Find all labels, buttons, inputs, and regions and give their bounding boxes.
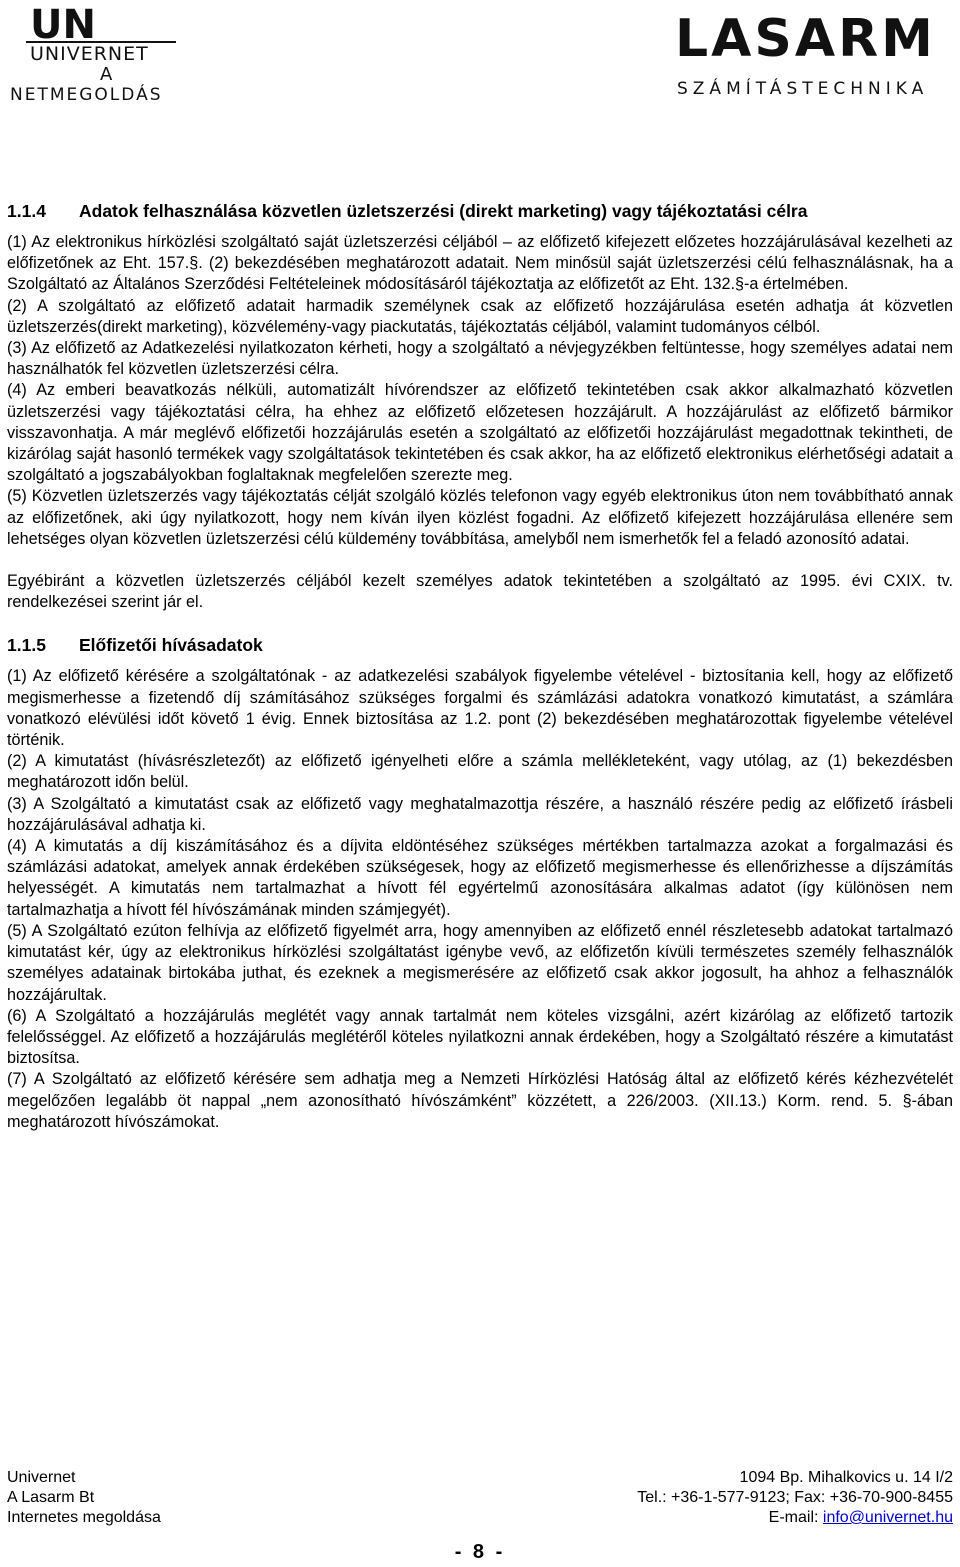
section-title: Előfizetői hívásadatok [79,635,263,656]
paragraph: (7) A Szolgáltató az előfizető kérésére sem adhatja meg a Nemzeti Hírközlési Hatóság által az előfizető kérés kézhezvételét megelőzően legalább öt nappal „nem azonosítható hívószámként” közzétett, a 226/2003. (XII.13.) Korm. rend. 5. §-ában meghatározott hívószámokat. [7,1070,953,1131]
paragraph: (3) Az előfizető az Adatkezelési nyilatkozaton kérheti, hogy a szolgáltató a névjegyzékben feltüntesse, hogy személyes adatai nem használhatók fel közvetlen üzletszerzési célra. [7,339,953,379]
footer-email-label: E-mail: [768,1509,823,1526]
footer-company-desc: Internetes megoldása [7,1509,161,1526]
closing-paragraph: Egyébiránt a közvetlen üzletszerzés céljából kezelt személyes adatok tekintetében a szolgáltató az 1995. évi CXIX. tv. rendelkezései szerint jár el. [7,572,953,612]
logo-un: UN [30,4,96,48]
paragraph: (6) A Szolgáltató a hozzájárulás meglétét vagy annak tartalmát nem köteles vizsgálni, azért kizárólag az előfizető tartozik felelősséggel. Az előfizető a hozzájárulás meglétéről köteles nyilatkozni annak érdekében, hogy a Szolgáltató részére a kimutatást biztosítsa. [7,1006,953,1068]
footer-address: 1094 Bp. Mihalkovics u. 14 I/2 [739,1469,953,1486]
logo-amp: A [100,64,113,85]
footer-company [7,1468,161,1528]
section-number: 1.1.4 [7,201,46,221]
page-number: - 8 - [454,1541,506,1563]
email-link[interactable]: info@univernet.hu [822,1509,953,1526]
paragraph: (4) A kimutatás a díj kiszámításához és a díjvita eldöntéséhez szükséges mértékben tartalmazza azokat a forgalmazási és számlázási adatokat, amelyek annak érdekében szükségesek, hogy az előfizető megismerhesse és ellenőrizhesse a díjszámítás helyességét. A kimutatás nem tartalmazhat a hívott fél egyértelmű azonosítására alkalmas adatot (így különösen nem tartalmazhatja a hívott fél hívószámának minden számjegyét). [7,837,953,919]
section-heading-1-1-4 [7,200,953,222]
paragraph: (1) Az előfizető kérésére a szolgáltatónak - az adatkezelési szabályok figyelembe vételével - biztosítania kell, hogy az előfizető megismerhesse a fizetendő díj számításához szükséges forgalmi és számlázási adatokra vonatkozó kimutatást, a számlára vonatkozó elévülési időt követő 1 évig. Ennek biztosítása az 1.2. pont (2) bekezdésében meghatározottak figyelembe vételével történik. [7,667,953,750]
logo-szamitastechnika: SZÁMÍTÁSTECHNIKA [677,79,929,99]
paragraph: (4) Az emberi beavatkozás nélküli, automatizált hívórendszer az előfizető tekintetében csak akkor alkalmazható közvetlen üzletszerzési vagy tájékoztatási célra, ha ehhez az előfizető előzetesen hozzájárult. A hozzájárulást az előfizető bármikor visszavonhatja. A már meglévő előfizetői hozzájárulás esetén a szolgáltató az előfizetői hozzájárulást megadottnak tekintheti, de kizárólag saját hasonló termékek vagy szolgáltatások tekintetében és csak akkor, ha az előfizető elektronikus elérhetőségi adatait a szolgáltató a jogszabályokban foglaltaknak megfelelően szerezte meg. [7,381,953,485]
univernet-logo [8,4,198,104]
paragraph: (2) A kimutatást (hívásrészletezőt) az előfizető igényelheti előre a számla mellékleteként, vagy utólag, az (1) bekezdésben meghatározott időn belül. [7,752,953,792]
logo-netmegoldas: NETMEGOLDÁS [10,85,163,104]
section-title: Adatok felhasználása közvetlen üzletszerzési (direkt marketing) vagy tájékoztatási célra [79,201,808,221]
paragraph: (1) Az elektronikus hírközlési szolgáltató saját üzletszerzési céljából – az előfizető kifejezett előzetes hozzájárulásával kezelheti az előfizetőnek az Eht. 157.§. (2) bekezdésében meghatározott adatait. Nem minősül saját üzletszerzési célú felhasználásnak, ha a Szolgáltató az Általános Szerződési Feltételeinek módosításáról tájékoztatja az előfizetőt az Eht. 132.§-a értelmében. [7,233,953,294]
paragraph: (5) Közvetlen üzletszerzés vagy tájékoztatás célját szolgáló közlés telefonon vagy egyéb elektronikus úton nem továbbítható annak az előfizetőnek, aki úgy nyilatkozott, hogy nem kíván ilyen közlést fogadni. Az előfizető kifejezett hozzájárulása ellenére sem lehetséges olyan közvetlen üzletszerzési célú küldemény továbbítása, amelyből nem ismerhetők fel a feladó azonosító adatai. [7,487,953,548]
section-number: 1.1.5 [7,635,46,656]
footer-company-name: Univernet [7,1469,76,1486]
lasarm-logo [665,2,955,102]
footer-phone: Tel.: +36-1-577-9123; Fax: +36-70-900-8455 [637,1489,953,1506]
logo-univernet: UNIVERNET [30,43,149,65]
footer-email-line [637,1508,953,1528]
footer-company-owner: A Lasarm Bt [7,1489,95,1506]
logo-lasarm: LASARM [675,9,936,69]
page-footer [7,1468,953,1564]
footer-contact [637,1468,953,1528]
section-heading-1-1-5 [7,634,953,656]
paragraph: (3) A Szolgáltató a kimutatást csak az előfizető vagy meghatalmazottja részére, a használó részére pedig az előfizető írásbeli hozzájárulásával adhatja ki. [7,794,953,834]
paragraph: (5) A Szolgáltató ezúton felhívja az előfizető figyelmét arra, hogy amennyiben az előfizető ennél részletesebb adatokat tartalmazó kimutatást kér, úgy az elektronikus hírközlési szolgáltatást igénybe vevő, az előfizetőn kívüli természetes személy felhasználók személyes adatainak birtokába juthat, és ezeknek a megismerésére az előfizető csak akkor jogosult, ha ahhoz a felhasználók hozzájárultak. [7,921,953,1004]
paragraph: (2) A szolgáltató az előfizető adatait harmadik személynek csak az előfizető hozzájárulása esetén adhatja át közvetlen üzletszerzés(direkt marketing), közvélemény-vagy piackutatás, tájékoztatás céljából, valamint tudományos célból. [7,296,953,336]
document-body [7,200,953,1133]
page-header [0,0,960,120]
